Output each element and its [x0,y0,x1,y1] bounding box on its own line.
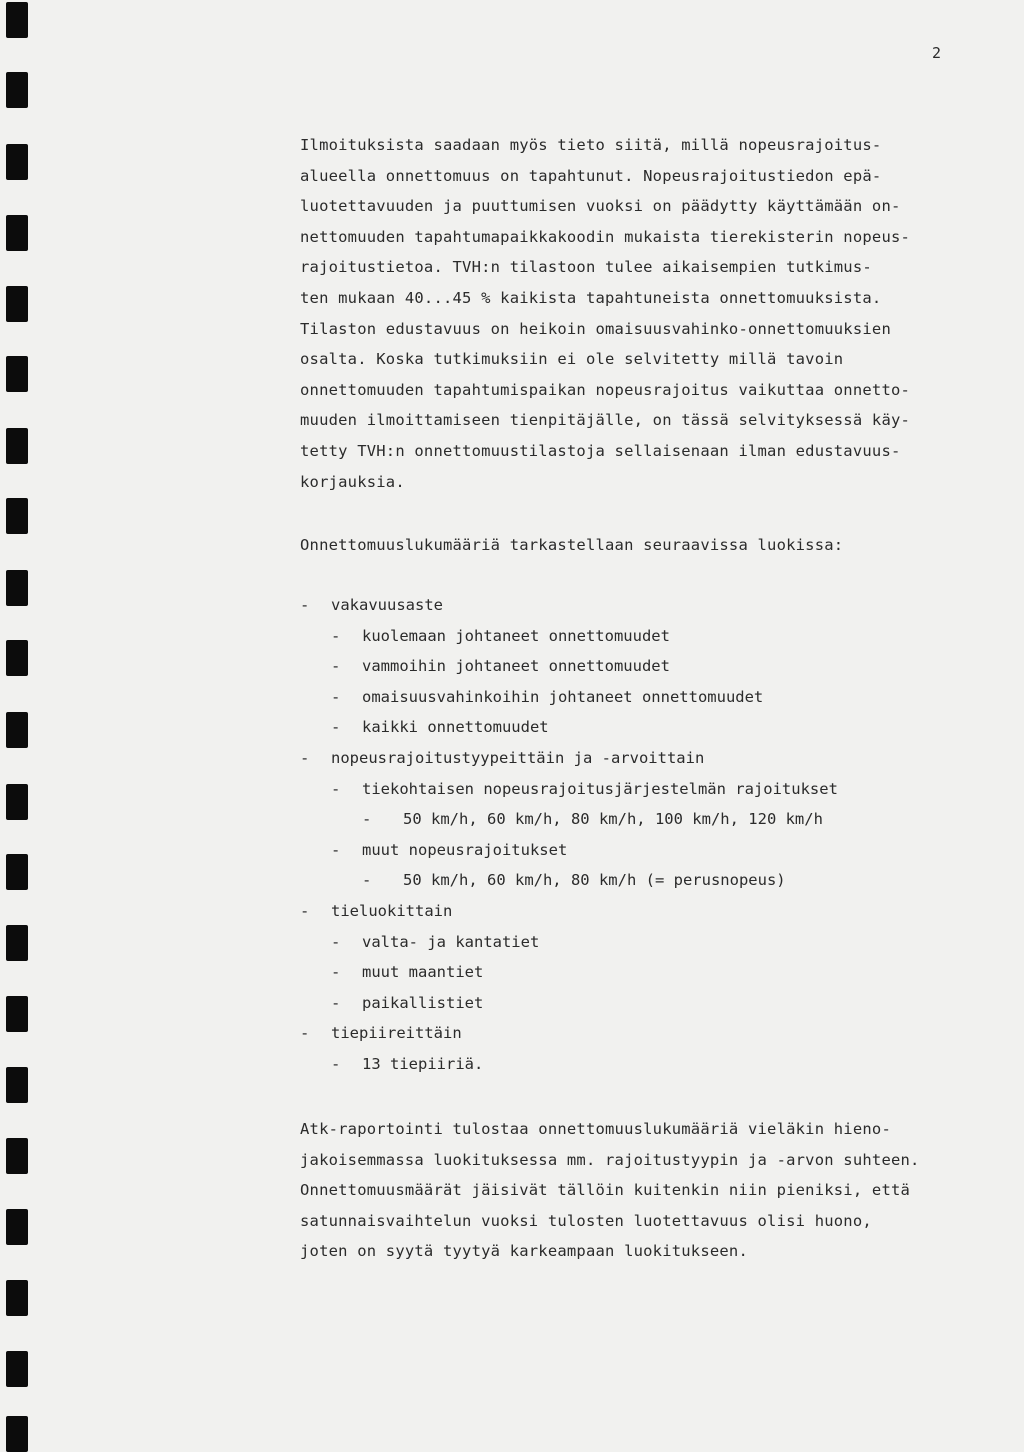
text-line: ten mukaan 40...45 % kaikista tapahtuneista onnettomuuksista. [300,288,882,307]
list-dash: - [300,1024,310,1043]
list-item-text: tieluokittain [331,901,453,920]
paragraph-reporting [300,1114,980,1267]
text-line: Onnettomuuslukumääriä tarkastellaan seuraavissa luokissa: [300,536,844,554]
list-item-text: vammoihin johtaneet onnettomuudet [362,657,670,676]
binding-hole [6,1416,28,1452]
text-line: korjauksia. [300,472,405,491]
binding-hole [6,144,28,180]
list-item-text: 50 km/h, 60 km/h, 80 km/h, 100 km/h, 120 km/h [403,810,823,829]
text-line: alueella onnettomuus on tapahtunut. Nopeusrajoitustiedon epä- [300,166,882,185]
list-dash: - [331,840,341,859]
text-line: tetty TVH:n onnettomuustilastoja sellaisenaan ilman edustavuus- [300,441,901,460]
binding-hole [6,1138,28,1174]
list-dash: - [331,932,341,951]
list-dash: - [362,810,372,829]
binding-hole [6,570,28,606]
binding-hole [6,1280,28,1316]
list-item-text: nopeusrajoitustyypeittäin ja -arvoittain [331,748,705,767]
text-line: rajoitustietoa. TVH:n tilastoon tulee aikaisempien tutkimus- [300,258,872,277]
list-dash: - [300,596,310,614]
list-item-text: kuolemaan johtaneet onnettomuudet [362,626,670,645]
binding-holes [0,0,40,1442]
list-dash: - [300,748,310,767]
list-dash: - [331,963,341,982]
binding-hole [6,286,28,322]
binding-hole [6,356,28,392]
text-line: jakoisemmassa luokituksessa mm. rajoitustyypin ja -arvon suhteen. [300,1150,920,1169]
binding-hole [6,1067,28,1103]
list-dash: - [331,993,341,1012]
list-dash: - [331,687,341,706]
list-dash: - [331,626,341,645]
list-item-text: tiepiireittäin [331,1024,462,1043]
text-line: satunnaisvaihtelun vuoksi tulosten luotettavuus olisi huono, [300,1211,872,1230]
text-line: Tilaston edustavuus on heikoin omaisuusvahinko-onnettomuuksien [300,319,891,338]
text-line: joten on syytä tyytyä karkeampaan luokitukseen. [300,1242,748,1261]
list-dash: - [331,779,341,798]
text-line: nettomuuden tapahtumapaikkakoodin mukaista tierekisterin nopeus- [300,227,911,246]
list-dash: - [362,871,372,890]
list-item-text: paikallistiet [362,993,484,1012]
list-dash: - [331,657,341,676]
binding-hole [6,996,28,1032]
binding-hole [6,1351,28,1387]
paragraph-intro [300,130,980,497]
binding-hole [6,498,28,534]
text-line: onnettomuuden tapahtumispaikan nopeusrajoitus vaikuttaa onnetto- [300,380,911,399]
binding-hole [6,712,28,748]
binding-hole [6,784,28,820]
list-item-text: muut nopeusrajoitukset [362,840,568,859]
binding-hole [6,1209,28,1245]
list-item-text: kaikki onnettomuudet [362,718,549,737]
list-item-text: 13 tiepiiriä. [362,1054,484,1073]
text-line: Onnettomuusmäärät jäisivät tällöin kuitenkin niin pieniksi, että [300,1181,911,1200]
list-dash: - [300,901,310,920]
binding-hole [6,854,28,890]
list-item-text: valta- ja kantatiet [362,932,540,951]
binding-hole [6,72,28,108]
paragraph-categories-intro [300,530,980,561]
list-item-text: omaisuusvahinkoihin johtaneet onnettomuudet [362,687,764,706]
text-line: Atk-raportointi tulostaa onnettomuuslukumääriä vieläkin hieno- [300,1120,891,1138]
page-number: 2 [932,44,942,62]
binding-hole [6,2,28,38]
text-line: Ilmoituksista saadaan myös tieto siitä, millä nopeusrajoitus- [300,136,882,154]
binding-hole [6,215,28,251]
list-dash: - [331,718,341,737]
list-item-text: vakavuusaste [331,596,443,614]
list-item-text: tiekohtaisen nopeusrajoitusjärjestelmän rajoitukset [362,779,838,798]
binding-hole [6,428,28,464]
text-line: muuden ilmoittamiseen tienpitäjälle, on tässä selvityksessä käy- [300,411,911,430]
list-item-text: muut maantiet [362,963,484,982]
list-item-text: 50 km/h, 60 km/h, 80 km/h (= perusnopeus) [403,871,786,890]
binding-hole [6,640,28,676]
text-line: osalta. Koska tutkimuksiin ei ole selvitetty millä tavoin [300,350,844,369]
text-line: luotettavuuden ja puuttumisen vuoksi on päädytty käyttämään on- [300,197,901,216]
binding-hole [6,925,28,961]
list-dash: - [331,1054,341,1073]
